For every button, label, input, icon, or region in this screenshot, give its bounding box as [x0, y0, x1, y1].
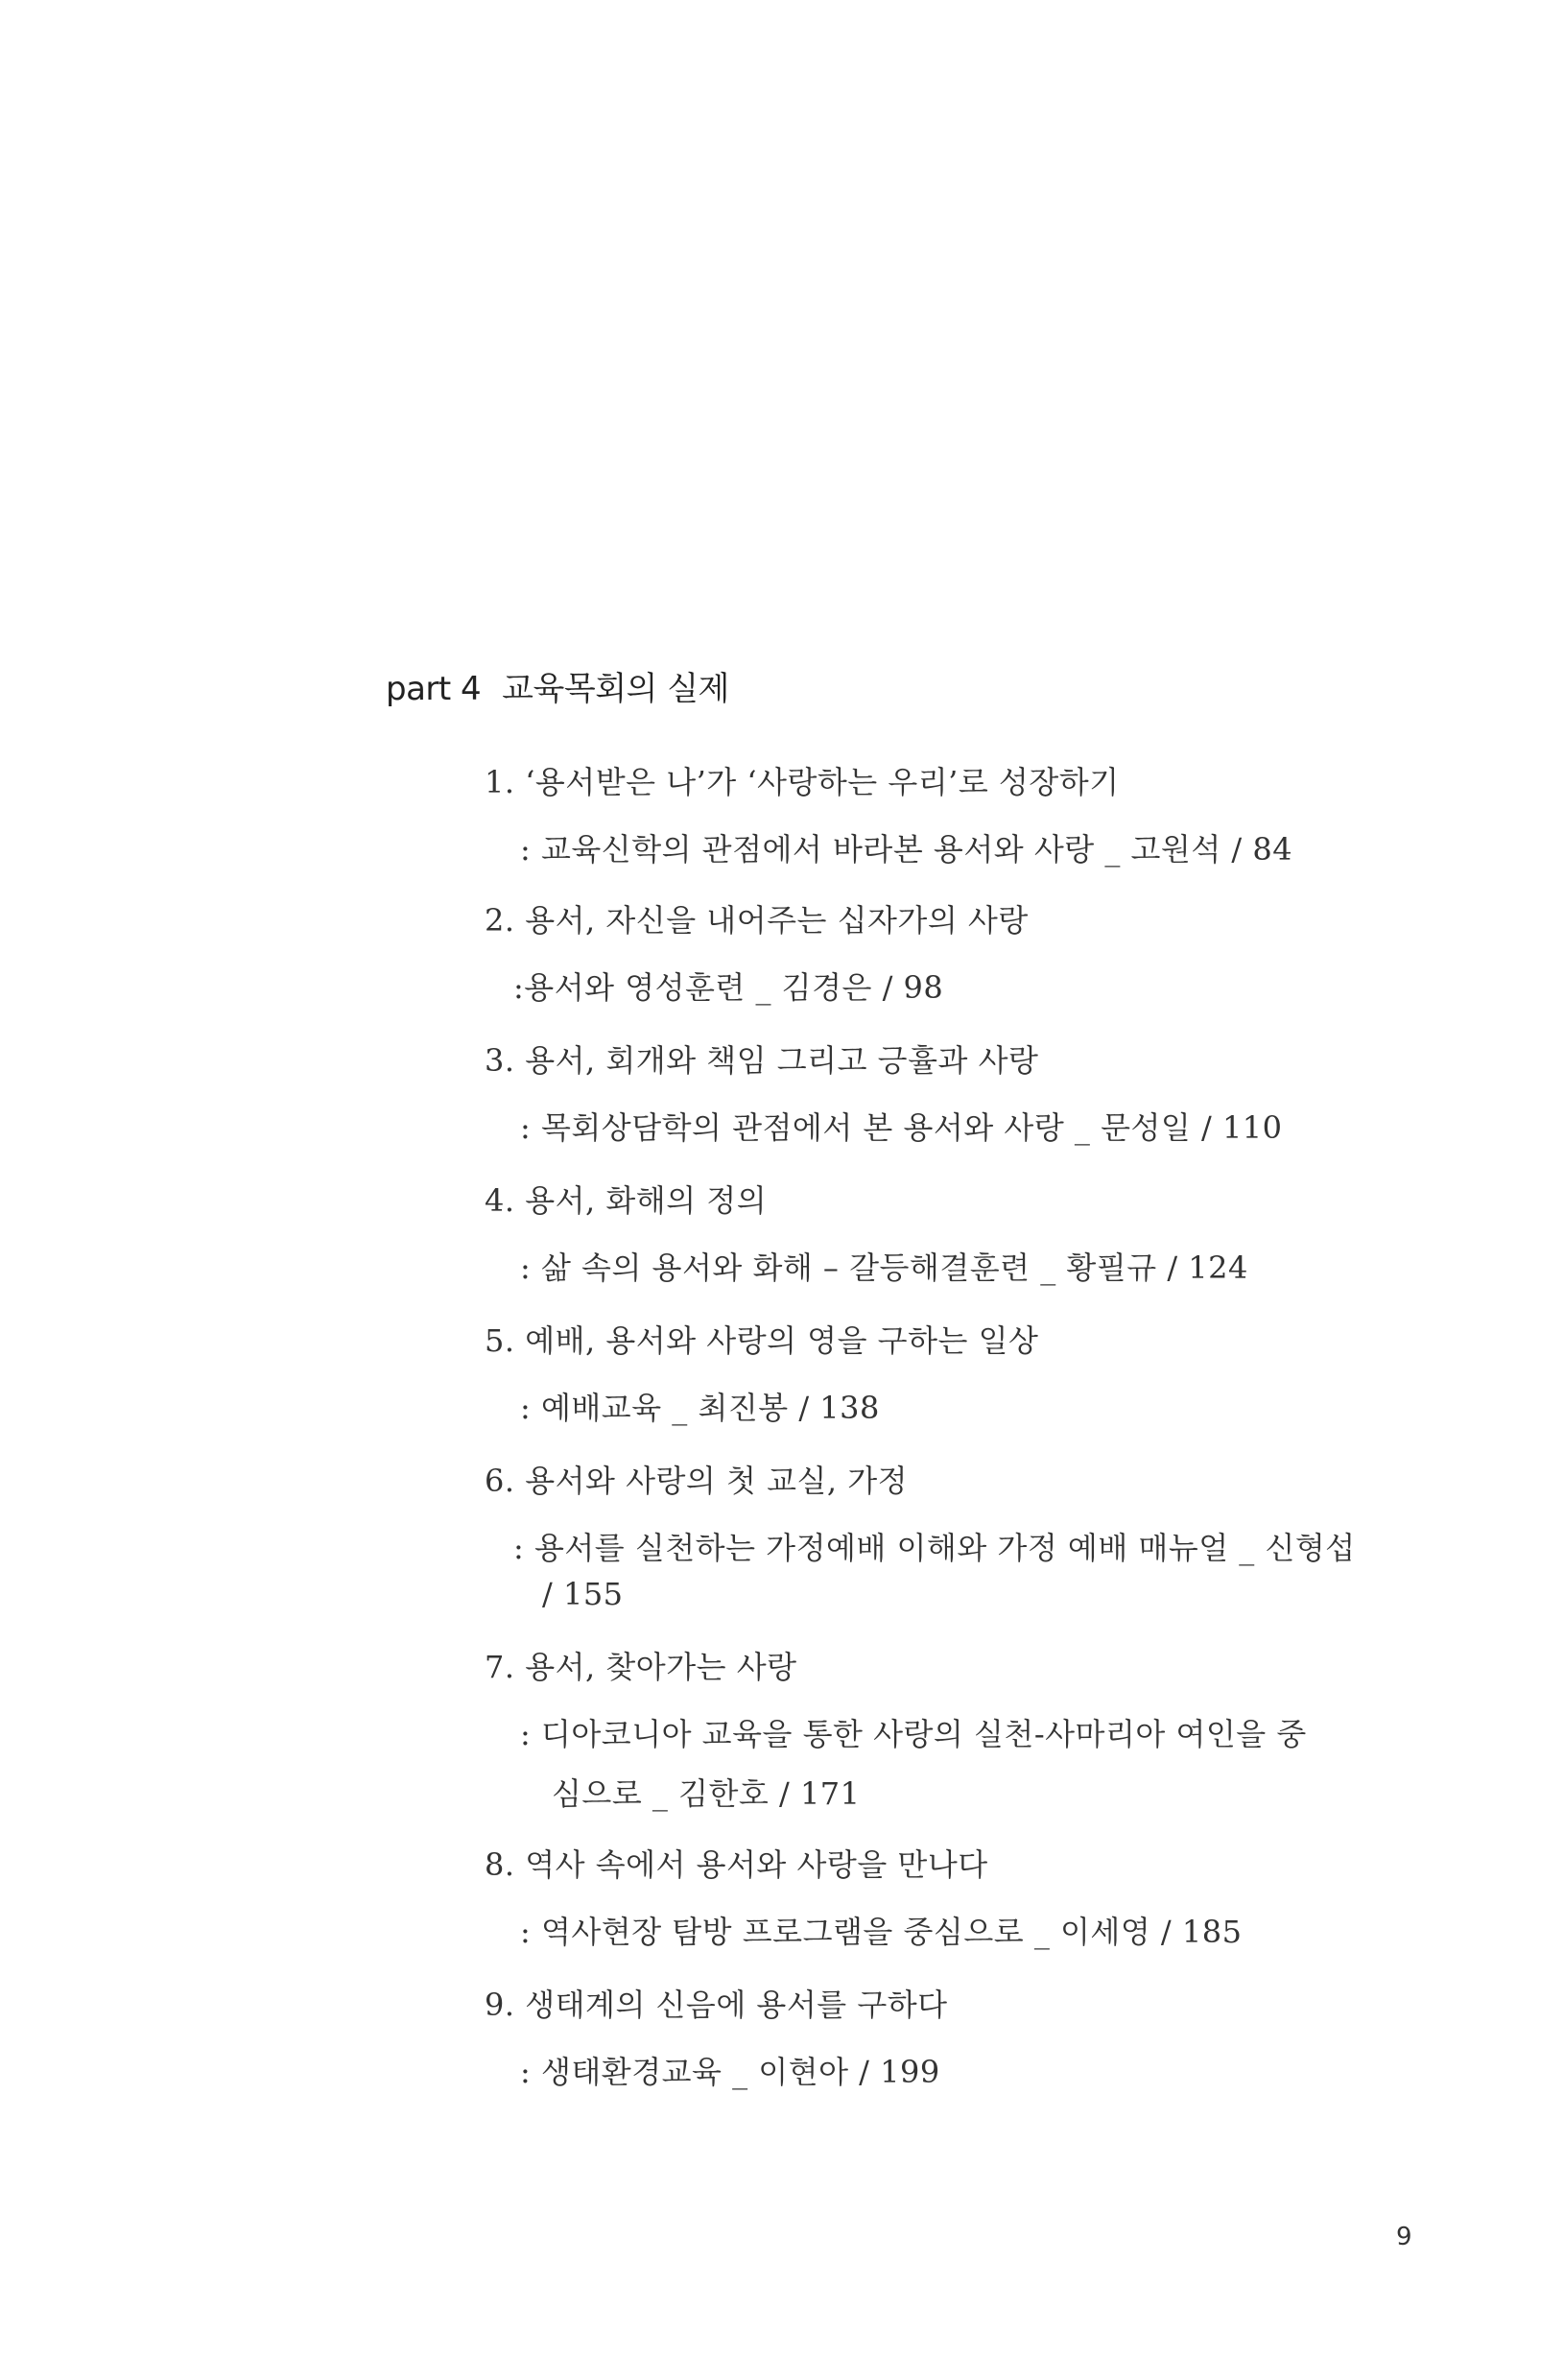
toc-entry	[485, 1167, 1444, 1301]
entry-subtitle: :용서와 영성훈련 _ 김경은 / 98	[513, 969, 944, 1006]
part-title: 교육목회의 실제	[502, 670, 729, 708]
entry-subtitle: : 목회상담학의 관점에서 본 용서와 사랑 _ 문성일 / 110	[520, 1109, 1283, 1146]
part-heading	[386, 662, 729, 709]
toc-entry	[485, 1831, 1444, 1965]
entry-subtitle: : 역사현장 탐방 프로그램을 중심으로 _ 이세영 / 185	[520, 1914, 1243, 1950]
toc-entry	[485, 749, 1444, 883]
entry-subtitle: : 생태환경교육 _ 이현아 / 199	[520, 2054, 940, 2090]
entry-subtitle: : 삶 속의 용서와 화해 – 갈등해결훈련 _ 황필규 / 124	[520, 1250, 1248, 1286]
entry-title: 9. 생태계의 신음에 용서를 구하다	[485, 1987, 948, 2023]
toc-entry	[485, 1633, 1444, 1827]
toc-entry	[485, 1971, 1444, 2106]
entry-subtitle-continued: / 155	[542, 1576, 624, 1612]
entry-subtitle: : 예배교육 _ 최진봉 / 138	[520, 1390, 880, 1426]
entry-title: 4. 용서, 화해의 정의	[485, 1182, 768, 1219]
entry-title: 5. 예배, 용서와 사랑의 영을 구하는 일상	[485, 1322, 1039, 1359]
entry-title: 3. 용서, 회개와 책임 그리고 긍휼과 사랑	[485, 1042, 1039, 1079]
entry-title: 6. 용서와 사랑의 첫 교실, 가정	[485, 1463, 909, 1499]
table-of-contents	[485, 749, 1444, 2106]
toc-entry	[485, 1447, 1444, 1628]
part-label: part 4	[386, 670, 482, 708]
toc-entry	[485, 887, 1444, 1021]
entry-subtitle-continued: 심으로 _ 김한호 / 171	[552, 1775, 861, 1812]
toc-entry	[485, 1307, 1444, 1441]
entry-subtitle: : 교육신학의 관점에서 바라본 용서와 사랑 _ 고원석 / 84	[520, 831, 1293, 868]
toc-entry	[485, 1027, 1444, 1161]
entry-subtitle: : 용서를 실천하는 가정예배 이해와 가정 예배 매뉴얼 _ 신형섭	[513, 1530, 1356, 1566]
entry-title: 2. 용서, 자신을 내어주는 십자가의 사랑	[485, 902, 1029, 939]
entry-title: 1. ‘용서받은 나’가 ‘사랑하는 우리’로 성장하기	[485, 764, 1120, 800]
entry-title: 7. 용서, 찾아가는 사랑	[485, 1649, 797, 1685]
page-number: 9	[1396, 2223, 1412, 2251]
entry-title: 8. 역사 속에서 용서와 사랑을 만나다	[485, 1846, 988, 1883]
entry-subtitle: : 디아코니아 교육을 통한 사랑의 실천-사마리아 여인을 중	[520, 1716, 1307, 1752]
